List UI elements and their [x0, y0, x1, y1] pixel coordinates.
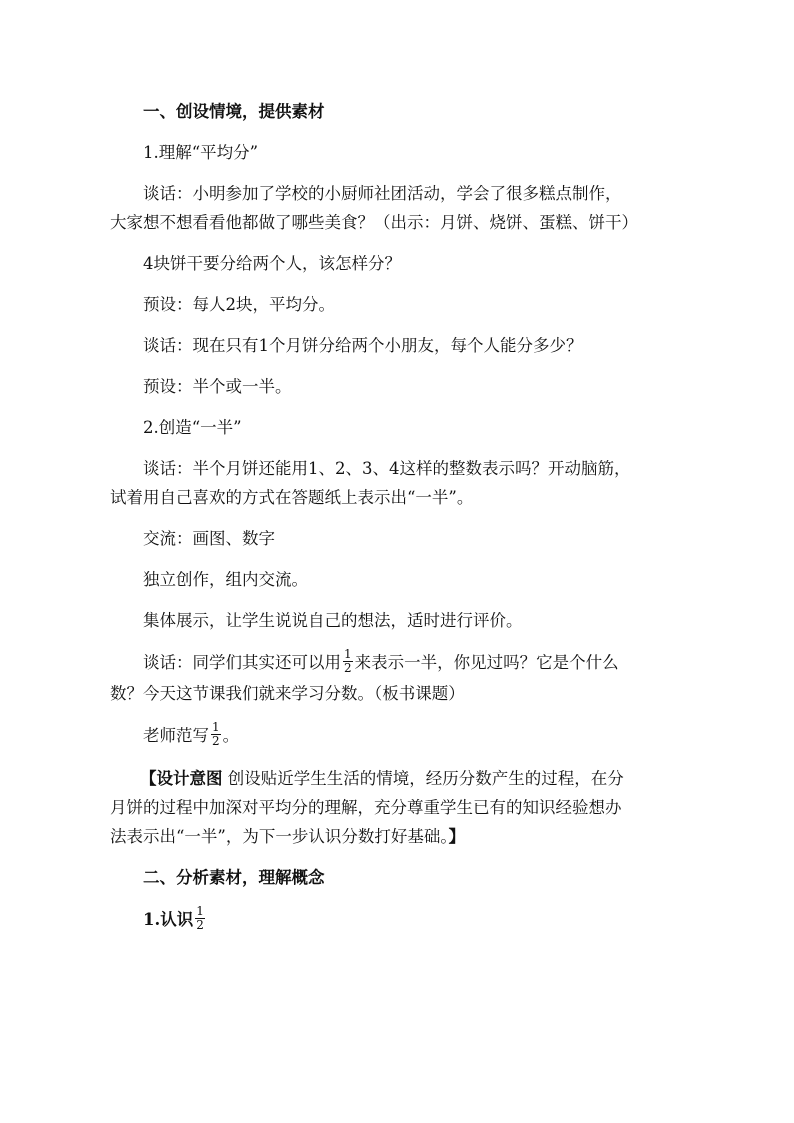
talk4-post: 来表示一半，你见过吗？它是个什么: [354, 653, 619, 672]
talk1-line1: 谈话：小明参加了学校的小厨师社团活动，学会了很多糕点制作，: [143, 184, 622, 203]
fraction-denominator: 2: [196, 918, 204, 932]
teacher-pre: 老师范写: [143, 726, 209, 745]
design-intent-close: 】: [448, 827, 466, 846]
preset1: 预设：每人2块，平均分。: [143, 295, 335, 314]
independent-work: 独立创作，组内交流。: [143, 570, 308, 589]
talk4-pre: 谈话：同学们其实还可以用: [143, 653, 341, 672]
question1: 4块饼干要分给两个人，该怎样分？: [143, 254, 401, 273]
design-intent-line1: [110, 767, 698, 791]
fraction-half: [211, 721, 221, 748]
design-intent-label: 【设计意图: [140, 769, 223, 788]
group-show: 集体展示，让学生说说自己的想法，适时进行评价。: [143, 611, 523, 630]
design-intent-text1: 创设贴近学生生活的情境，经历分数产生的过程，在分: [227, 769, 624, 788]
section1-sub1: 1.理解“平均分”: [143, 143, 259, 162]
section1-sub2: 2.创造“一半”: [143, 418, 242, 437]
talk3-line2: 试着用自己喜欢的方式在答题纸上表示出“一半”。: [110, 488, 474, 507]
fraction-half: [195, 905, 205, 932]
talk4-line1: [110, 647, 698, 677]
design-intent-line2: 月饼的过程中加深对平均分的理解，充分尊重学生已有的知识经验想办: [110, 798, 622, 817]
teacher-post: 。: [222, 726, 240, 745]
design-intent-line3: [110, 825, 698, 849]
section2-heading: 二、分析素材，理解概念: [143, 868, 325, 887]
fraction-numerator: 1: [212, 720, 220, 734]
section1-heading: 一、创设情境，提供素材: [143, 102, 325, 121]
design-intent-text3: 法表示出“一半”，为下一步认识分数打好基础。: [110, 827, 449, 846]
talk3-line1: 谈话：半个月饼还能用1、2、3、4这样的整数表示吗？开动脑筋，: [143, 459, 631, 478]
fraction-denominator: 2: [212, 734, 220, 748]
fraction-denominator: 2: [344, 661, 352, 675]
fraction-numerator: 1: [344, 647, 352, 661]
talk2: 谈话：现在只有1个月饼分给两个小朋友，每个人能分多少？: [143, 336, 583, 355]
talk1-line2: 大家想不想看看他都做了哪些美食？（出示：月饼、烧饼、蛋糕、饼干）: [110, 213, 638, 232]
section2-sub1-pre: 1.认识: [143, 910, 194, 929]
exchange: 交流：画图、数字: [143, 529, 275, 548]
fraction-numerator: 1: [196, 904, 204, 918]
section2-sub1: [110, 904, 698, 934]
fraction-half: [343, 648, 353, 675]
teacher-write: [110, 720, 698, 750]
talk4-line2: 数？今天这节课我们就来学习分数。（板书课题）: [110, 684, 465, 703]
preset2: 预设：半个或一半。: [143, 377, 292, 396]
